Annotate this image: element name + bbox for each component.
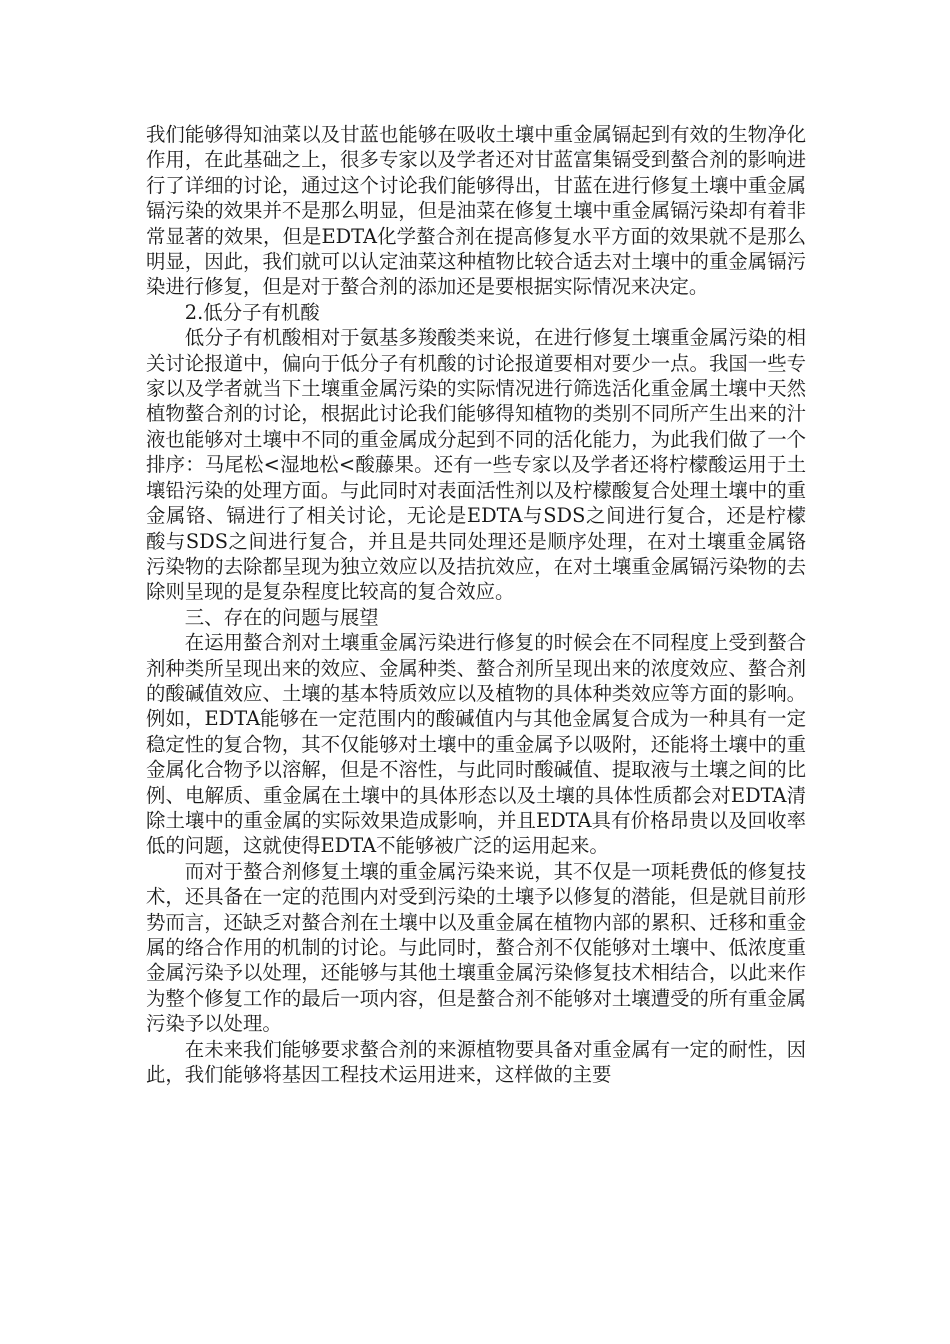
paragraph-continuation: 我们能够得知油菜以及甘蓝也能够在吸收土壤中重金属镉起到有效的生物净化作用，在此基础之上，很多专家以及学者还对甘蓝富集镉受到螯合剂的影响进行了详细的讨论，通过这个讨论我们能够得出，甘蓝在进行修复土壤中重金属镉污染的效果并不是那么明显，但是油菜在修复土壤中重金属镉污染却有着非常显著的效果，但是EDTA化学螯合剂在提高修复水平方面的效果就不是那么明显，因此，我们就可以认定油菜这种植物比较合适去对土壤中的重金属镉污染进行修复，但是对于螯合剂的添加还是要根据实际情况来决定。 xyxy=(146,123,806,299)
paragraph-problems: 在运用螯合剂对土壤重金属污染进行修复的时候会在不同程度上受到螯合剂种类所呈现出来的效应、金属种类、螯合剂所呈现出来的浓度效应、螯合剂的酸碱值效应、土壤的基本特质效应以及植物的具体种类效应等方面的影响。例如，EDTA能够在一定范围内的酸碱值内与其他金属复合成为一种具有一定稳定性的复合物，其不仅能够对土壤中的重金属予以吸附，还能将土壤中的重金属化合物予以溶解，但是不溶性，与此同时酸碱值、提取液与土壤之间的比例、电解质、重金属在土壤中的具体形态以及土壤的具体性质都会对EDTA清除土壤中的重金属的实际效果造成影响，并且EDTA具有价格昂贵以及回收率低的问题，这就使得EDTA不能够被广泛的运用起来。 xyxy=(146,631,806,858)
paragraph-low-molecular-acid: 低分子有机酸相对于氨基多羧酸类来说，在进行修复土壤重金属污染的相关讨论报道中，偏向于低分子有机酸的讨论报道要相对要少一点。我国一些专家以及学者就当下土壤重金属污染的实际情况进行筛选活化重金属土壤中天然植物螯合剂的讨论，根据此讨论我们能够得知植物的类别不同所产生出来的汁液也能够对土壤中不同的重金属成分起到不同的活化能力，为此我们做了一个排序：马尾松<湿地松<酸藤果。还有一些专家以及学者还将柠檬酸运用于土壤铅污染的处理方面。与此同时对表面活性剂以及柠檬酸复合处理土壤中的重金属铬、镉进行了相关讨论，无论是EDTA与SDS之间进行复合，还是柠檬酸与SDS之间进行复合，并且是共同处理还是顺序处理，在对土壤重金属铬污染物的去除都呈现为独立效应以及拮抗效应，在对土壤重金属镉污染物的去除则呈现的是复杂程度比较高的复合效应。 xyxy=(146,326,806,604)
paragraph-chelator-repair: 而对于螯合剂修复土壤的重金属污染来说，其不仅是一项耗费低的修复技术，还具备在一定的范围内对受到污染的土壤予以修复的潜能，但是就目前形势而言，还缺乏对螯合剂在土壤中以及重金属在植物内部的累积、迁移和重金属的络合作用的机制的讨论。与此同时，螯合剂不仅能够对土壤中、低浓度重金属污染予以处理，还能够与其他土壤重金属污染修复技术相结合，以此来作为整个修复工作的最后一项内容，但是螯合剂不能够对土壤遭受的所有重金属污染予以处理。 xyxy=(146,859,806,1036)
document-page xyxy=(146,122,806,1087)
section-heading-problems-outlook: 三、存在的问题与展望 xyxy=(184,605,379,629)
paragraph-future: 在未来我们能够要求螯合剂的来源植物要具备对重金属有一定的耐性，因此，我们能够将基因工程技术运用进来，这样做的主要 xyxy=(146,1037,806,1087)
section-heading-low-molecular-acid: 2.低分子有机酸 xyxy=(184,300,320,324)
